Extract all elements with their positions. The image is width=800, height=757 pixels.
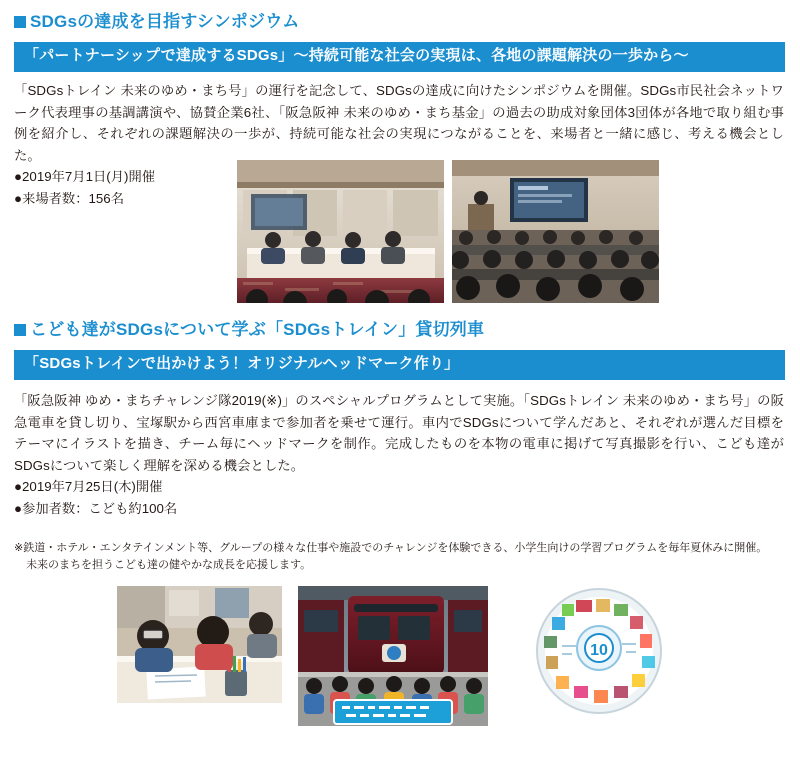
note-sub-text: 未来のまちを担うこども達の健やかな成長を応援します。 — [26, 558, 312, 571]
symposium-stage-photo — [237, 160, 444, 303]
note-block — [14, 540, 784, 573]
train-group-photo — [298, 586, 488, 726]
section-1-heading-text: SDGsの達成を目指すシンポジウム — [30, 12, 300, 31]
blue-square-bullet-icon-2 — [14, 324, 26, 336]
section-2-bar — [14, 350, 785, 380]
section-2-bullet-1: ●参加者数：こども約100名 — [14, 500, 178, 516]
svg-text:10: 10 — [590, 642, 608, 659]
note-main-text: ※鉄道・ホテル・エンタテインメント等、グループの様々な仕事や施設でのチャレンジを体験できる、小学生向けの学習プログラムを毎年夏休みに開催。 — [14, 542, 768, 554]
section-2-heading-text: こども達がSDGsについて学ぶ「SDGsトレイン」貸切列車 — [30, 320, 485, 339]
section-1-bar-text: 「パートナーシップで達成するSDGs」〜持続可能な社会の実現は、各地の課題解決の一歩から〜 — [14, 42, 785, 72]
section-1-bullet-0: ●2019年7月1日(月)開催 — [14, 169, 156, 185]
section-2-paragraph-wrap — [14, 390, 784, 476]
section-1-heading — [14, 12, 786, 32]
section-symposium-heading — [14, 12, 786, 32]
section-2-body — [14, 390, 784, 519]
section-2-bar-text: 「SDGsトレインで出かけよう！オリジナルヘッドマーク作り」 — [14, 350, 785, 380]
section-2-note — [14, 540, 784, 573]
kids-drawing-photo — [117, 586, 282, 703]
section-1-paragraph-wrap — [14, 80, 784, 166]
section-train-heading — [14, 320, 786, 340]
headmark-photo — [514, 586, 684, 716]
section-2-paragraph: 「阪急阪神 ゆめ・まちチャレンジ隊2019(※)」のスペシャルプログラムとして実施。「SDGsトレイン 未来のゆめ・まち号」の阪急電車を貸し切り、宝塚駅から西宮車庫まで参加者を乗せて運行。車内でSDGsについて学んだあと、それぞれが選んだ目標をテーマにイラストを描き、チーム毎にヘッドマークを制作。完成したものを本物の電車に掲げて写真撮影を行い、こども達がSDGsについて楽しく理解を深める機会とした。 — [14, 393, 784, 473]
section-1-bullet-1: ●来場者数：156名 — [14, 190, 124, 206]
section-1-paragraph: 「SDGsトレイン 未来のゆめ・まち号」の運行を記念して、SDGsの達成に向けたシンポジウムを開催。SDGs市民社会ネットワーク代表理事の基調講演や、協賛企業6社、「阪急阪神 未来のゆめ・まち基金」の過去の助成対象団体3団体が各地で取り組む事例を紹介し、それぞれの課題解決の一歩が、持続可能な社会の実現につながることを、来場者と一緒に感じ、考える機会とした。 — [14, 83, 784, 163]
section-2-bullet-0: ●2019年7月25日(木)開催 — [14, 479, 163, 495]
section-2-heading — [14, 320, 786, 340]
section-1-bar — [14, 42, 785, 72]
blue-square-bullet-icon — [14, 16, 26, 28]
symposium-audience-photo — [452, 160, 659, 303]
